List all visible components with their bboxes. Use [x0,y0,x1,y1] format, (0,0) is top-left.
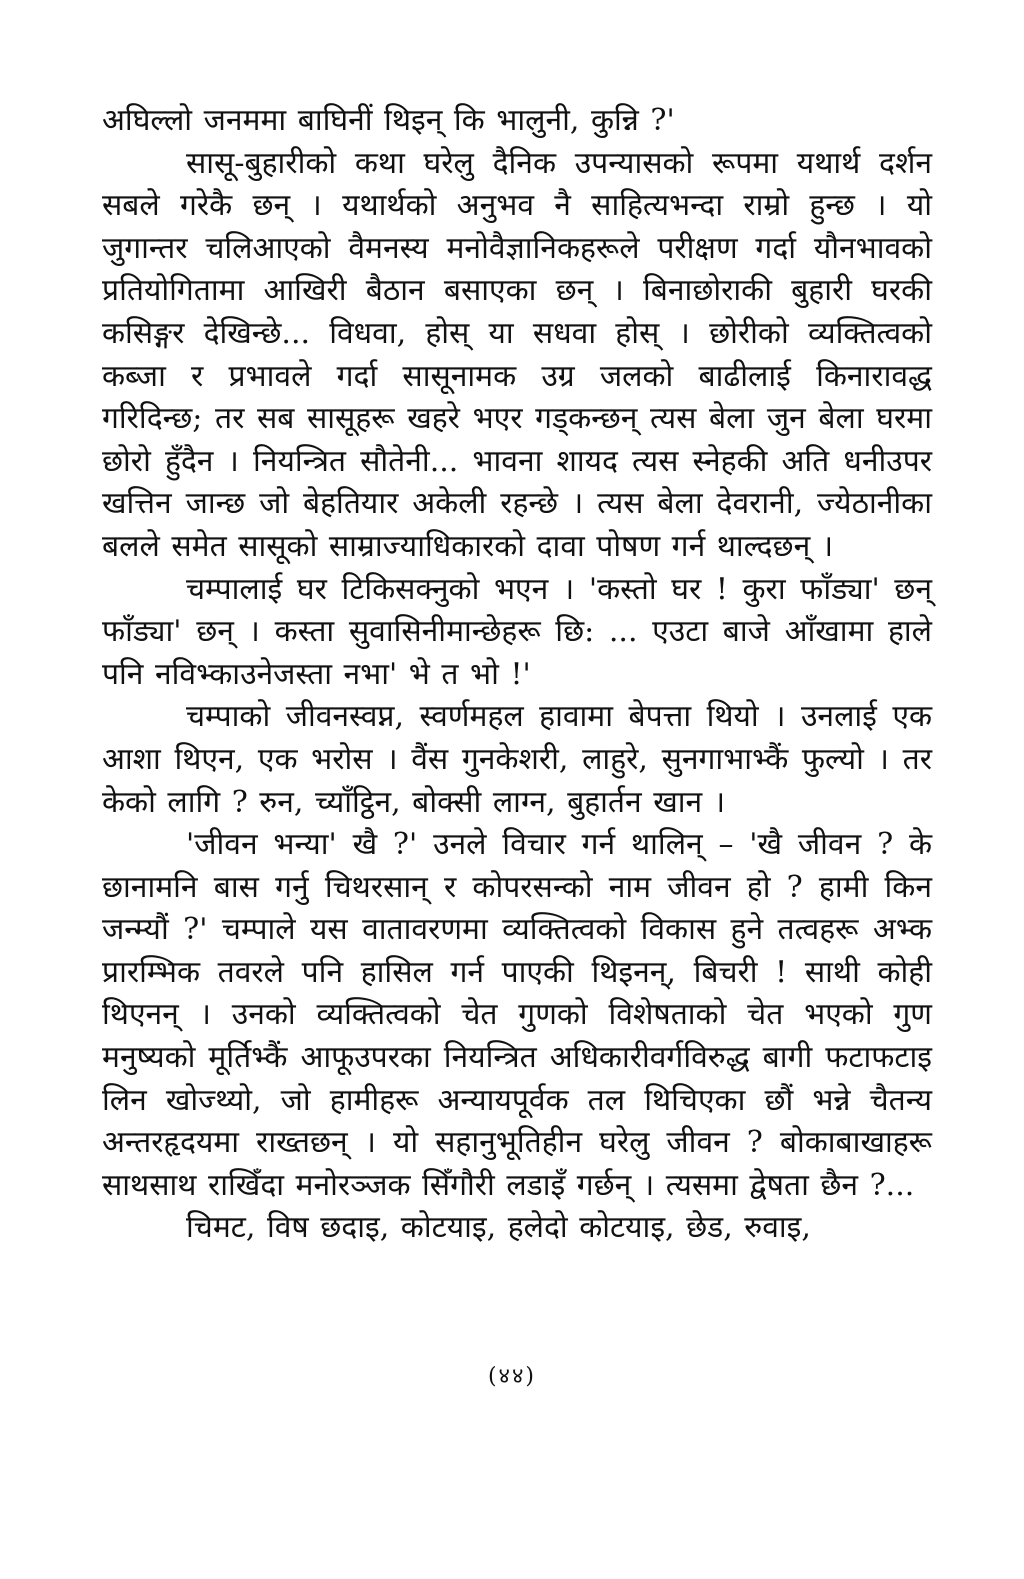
paragraph-6: चिमट, विष छदाइ, कोटयाइ, हलेदो कोटयाइ, छेड, रुवाइ, [186,1210,811,1246]
page-number: (४४) [487,1364,537,1389]
page-body [102,100,932,1250]
paragraph-2: सासू-बुहारीको कथा घरेलु दैनिक उपन्यासको रूपमा यथार्थ दर्शन सबले गरेकै छन् । यथार्थको अनुभव नै साहित्यभन्दा राम्रो हुन्छ । यो जुगान्तर चलिआएको वैमनस्य मनोवैज्ञानिकहरूले परीक्षण गर्दा यौनभावको प्रतियोगितामा आखिरी बैठान बसाएका छन् । बिनाछोराकी बुहारी घरकी कसिङ्गर देखिन्छे... विधवा, होस् या सधवा होस् । छोरीको व्यक्तित्वको कब्जा र प्रभावले गर्दा सासूनामक उग्र जलको बाढीलाई किनारावद्ध गरिदिन्छ; तर सब सासूहरू खहरे भएर गड्कन्छन् त्यस बेला जुन बेला घरमा छोरो हुँदैन । नियन्त्रित सौतेनी... भावना शायद त्यस स्नेहकी अति धनीउपर खत्तिन जान्छ जो बेहतियार अकेली रहन्छे । त्यस बेला देवरानी, ज्येठानीका बलले समेत सासूको साम्राज्याधिकारको दावा पोषण गर्न थाल्दछन् । [102,145,932,564]
paragraph-3: चम्पालाई घर टिकिसक्नुको भएन । 'कस्तो घर ! कुरा फाँड्या' छन् फाँड्या' छन् । कस्ता सुवासिनीमान्छेहरू छि: ... एउटा बाजे आँखामा हाले पनि नविभ्काउनेजस्ता नभा' भे त भो !' [102,571,932,692]
paragraph-1: अघिल्लो जनममा बाघिनीं थिइन् कि भालुनी, कुन्नि ?' [102,103,675,138]
paragraph-5: 'जीवन भन्या' खै ?' उनले विचार गर्न थालिन् – 'खै जीवन ? के छानामनि बास गर्नु चिथरसान् र कोपरसन्को नाम जीवन हो ? हामी किन जन्म्यौं ?' चम्पाले यस वातावरणमा व्यक्तित्वको विकास हुने तत्वहरू अभ्क प्रारम्भिक तवरले पनि हासिल गर्न पाएकी थिइनन्, बिचरी ! साथी कोही थिएनन् । उनको व्यक्तित्वको चेत गुणको विशेषताको चेत भएको गुण मनुष्यको मूर्तिभ्कैं आफूउपरका नियन्त्रित अधिकारीवर्गविरुद्ध बागी फटाफटाइ लिन खोज्थ्यो, जो हामीहरू अन्यायपूर्वक तल थिचिएका छौं भन्ने चैतन्य अन्तरहृदयमा राख्तछन् । यो सहानुभूतिहीन घरेलु जीवन ? बोकाबाखाहरू साथसाथ राखिँदा मनोरञ्जक सिँगौरी लडाइँ गर्छन् । त्यसमा द्वेषता छैन ?... [102,827,932,1203]
paragraph-4: चम्पाको जीवनस्वप्न, स्वर्णमहल हावामा बेपत्ता थियो । उनलाई एक आशा थिएन, एक भरोस । वैंस गुनकेशरी, लाहुरे, सुनगाभाभ्कैं फुल्यो । तर केको लागि ? रुन, च्याँट्ठिन, बोक्सी लाग्न, बुहार्तन खान । [102,699,932,820]
